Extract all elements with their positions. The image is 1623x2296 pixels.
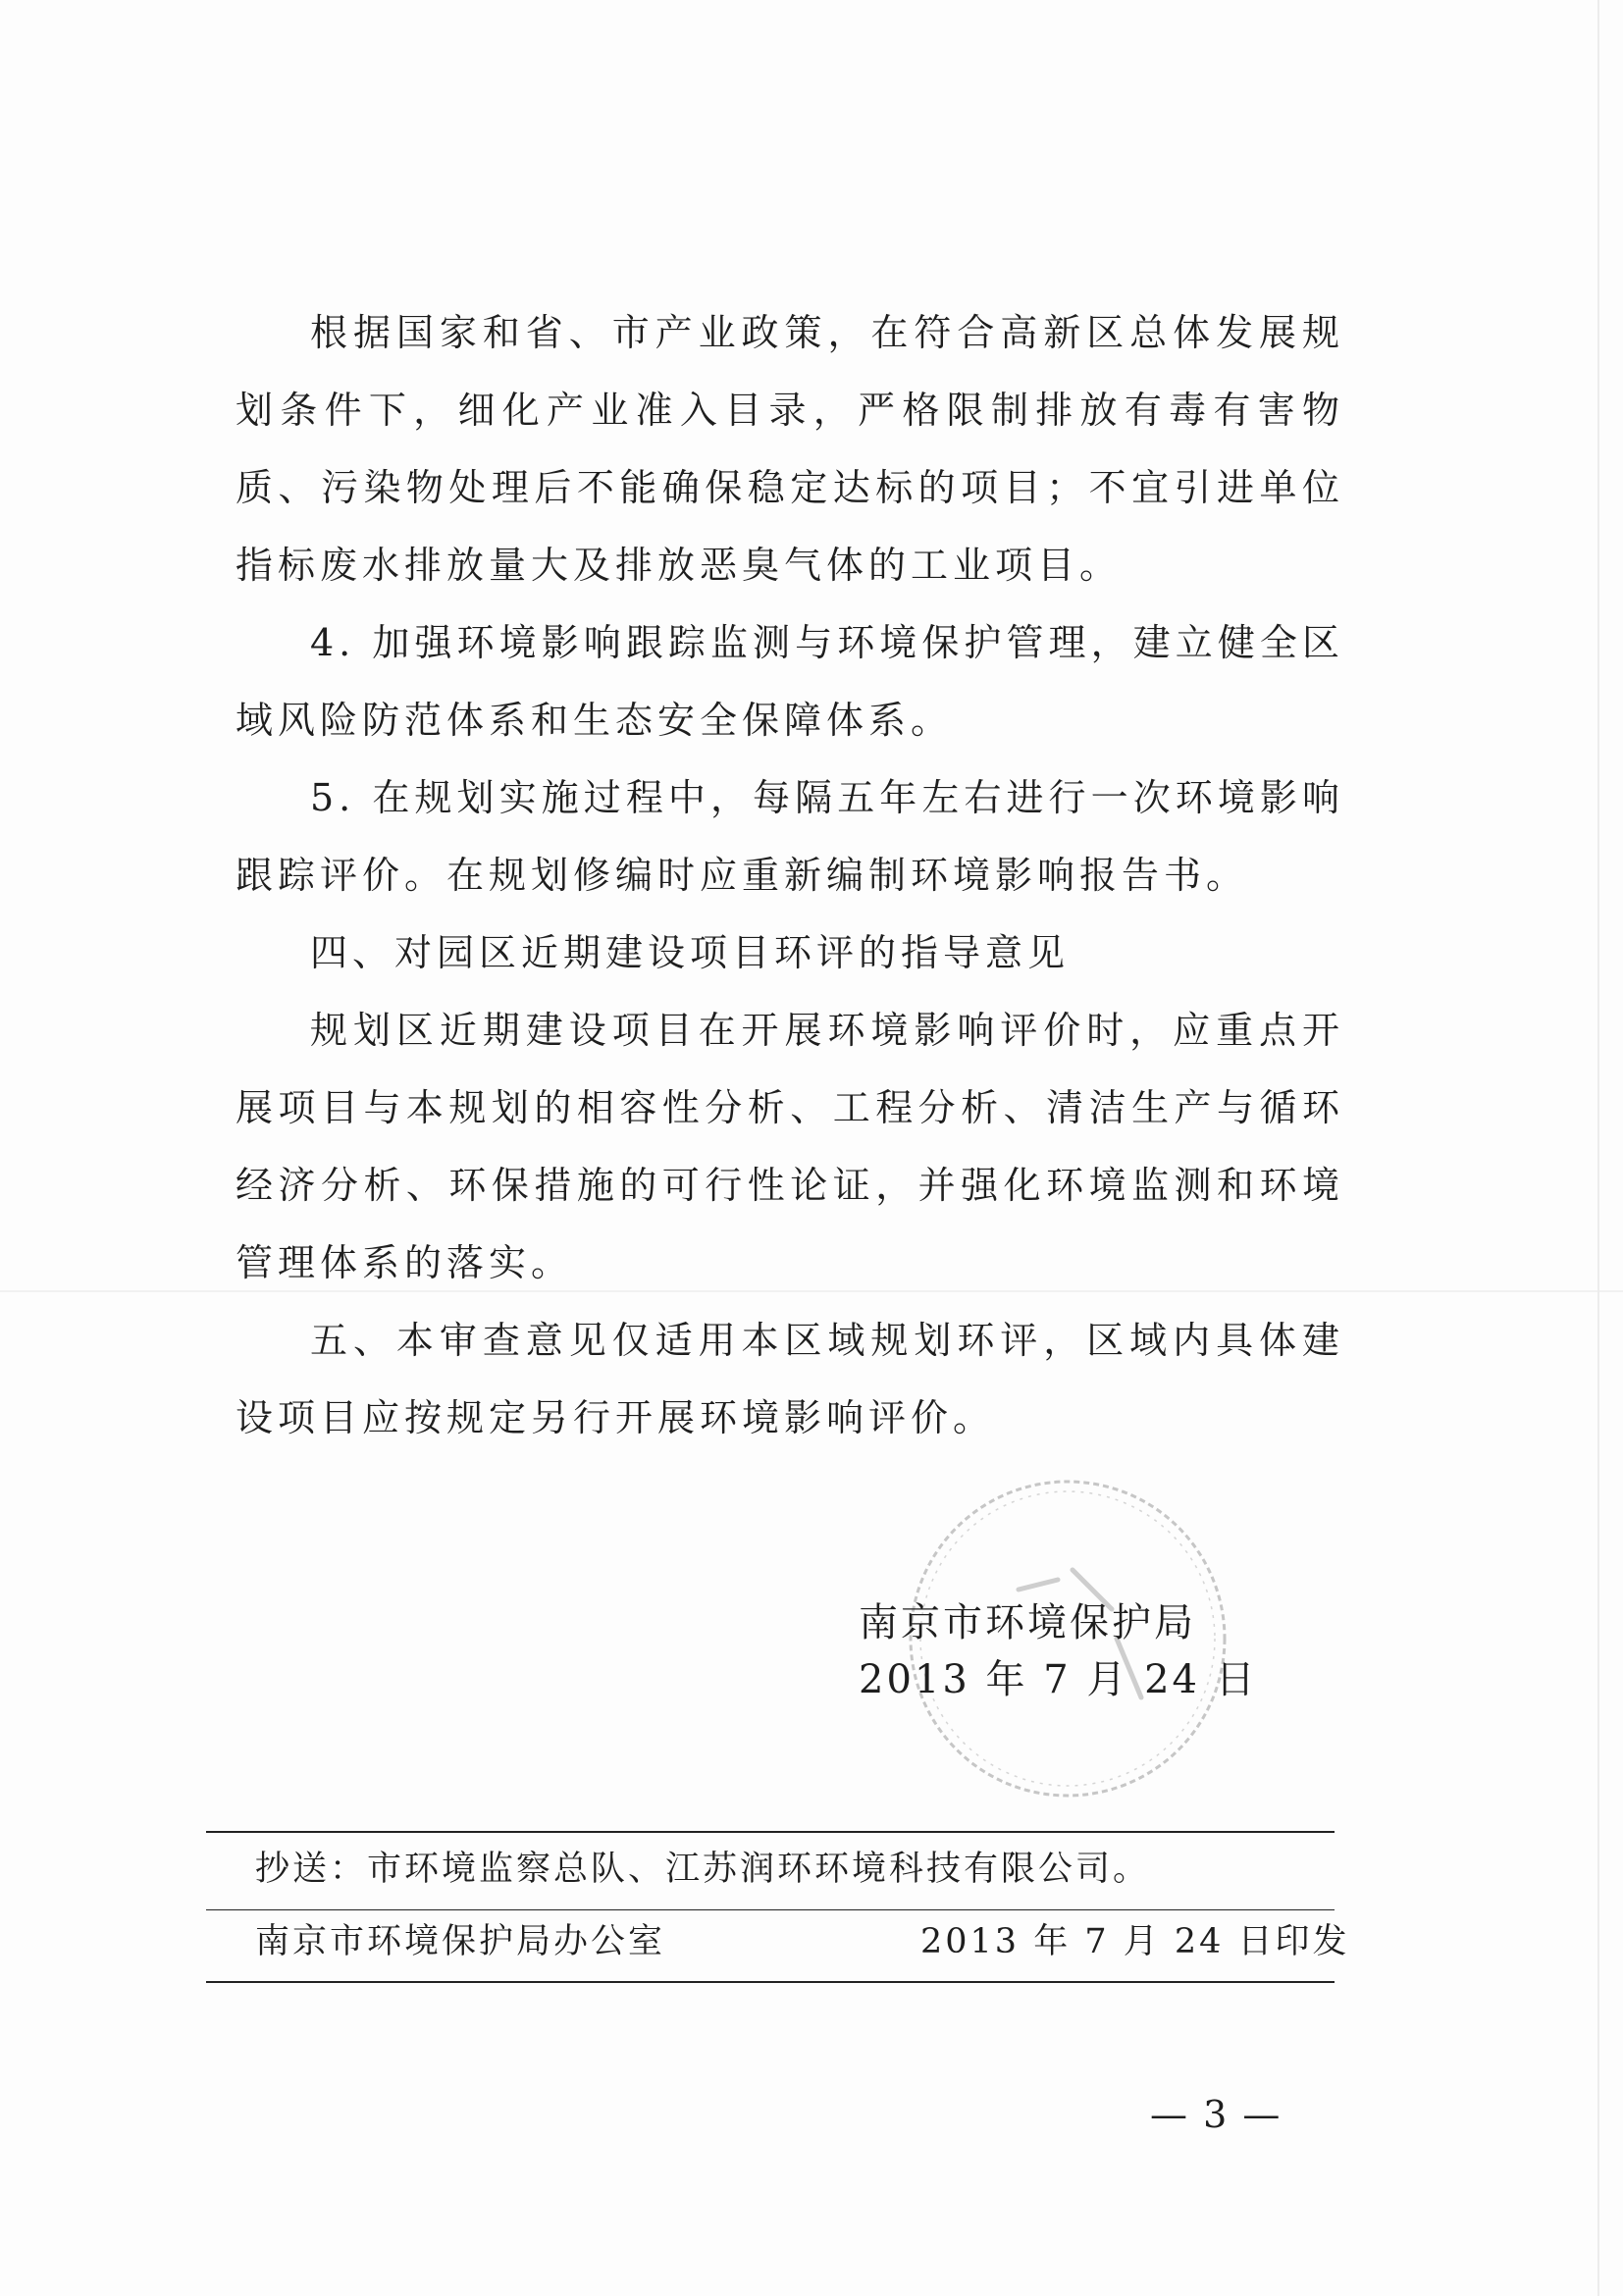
issuing-organization: 南京市环境保护局 xyxy=(859,1600,1196,1645)
cc-recipients: 抄送：市环境监察总队、江苏润环环境科技有限公司。 xyxy=(255,1850,1151,1889)
paragraph-industry-policy: 根据国家和省、市产业政策，在符合高新区总体发展规划条件下，细化产业准入目录，严格限制排放有毒有害物质、污染物处理后不能确保稳定达标的项目；不宜引进单位指标废水排放量大及排放恶臭气体的工业项目。 xyxy=(236,311,1344,587)
paragraph-near-term-projects: 规划区近期建设项目在开展环境影响评价时，应重点开展项目与本规划的相容性分析、工程分析、清洁生产与循环经济分析、环保措施的可行性论证，并强化环境监测和环境管理体系的落实。 xyxy=(236,1009,1344,1284)
paragraph-item-4: 4. 加强环境影响跟踪监测与环境保护管理，建立健全区域风险防范体系和生态安全保障体系。 xyxy=(236,621,1344,742)
document-body xyxy=(236,294,1344,1457)
footer-bottom-rule xyxy=(206,1981,1335,1983)
paragraph-item-5: 5. 在规划实施过程中，每隔五年左右进行一次环境影响跟踪评价。在规划修编时应重新编制环境影响报告书。 xyxy=(236,776,1344,897)
signature-date: 2013 年 7 月 24 日 xyxy=(859,1657,1258,1702)
print-date: 2013 年 7 月 24 日印发 xyxy=(920,1922,1350,1961)
issuing-office: 南京市环境保护局办公室 xyxy=(255,1922,666,1961)
footer-top-rule xyxy=(206,1831,1335,1833)
paragraph-section-5: 五、本审查意见仅适用本区域规划环评，区域内具体建设项目应按规定另行开展环境影响评价。 xyxy=(236,1319,1344,1439)
signature-block xyxy=(859,1594,1271,1708)
scan-edge xyxy=(1597,0,1599,2296)
section-heading-4: 四、对园区近期建设项目环评的指导意见 xyxy=(310,931,1071,974)
page-number: — 3 — xyxy=(1150,2093,1283,2136)
footer-middle-rule xyxy=(206,1909,1335,1910)
